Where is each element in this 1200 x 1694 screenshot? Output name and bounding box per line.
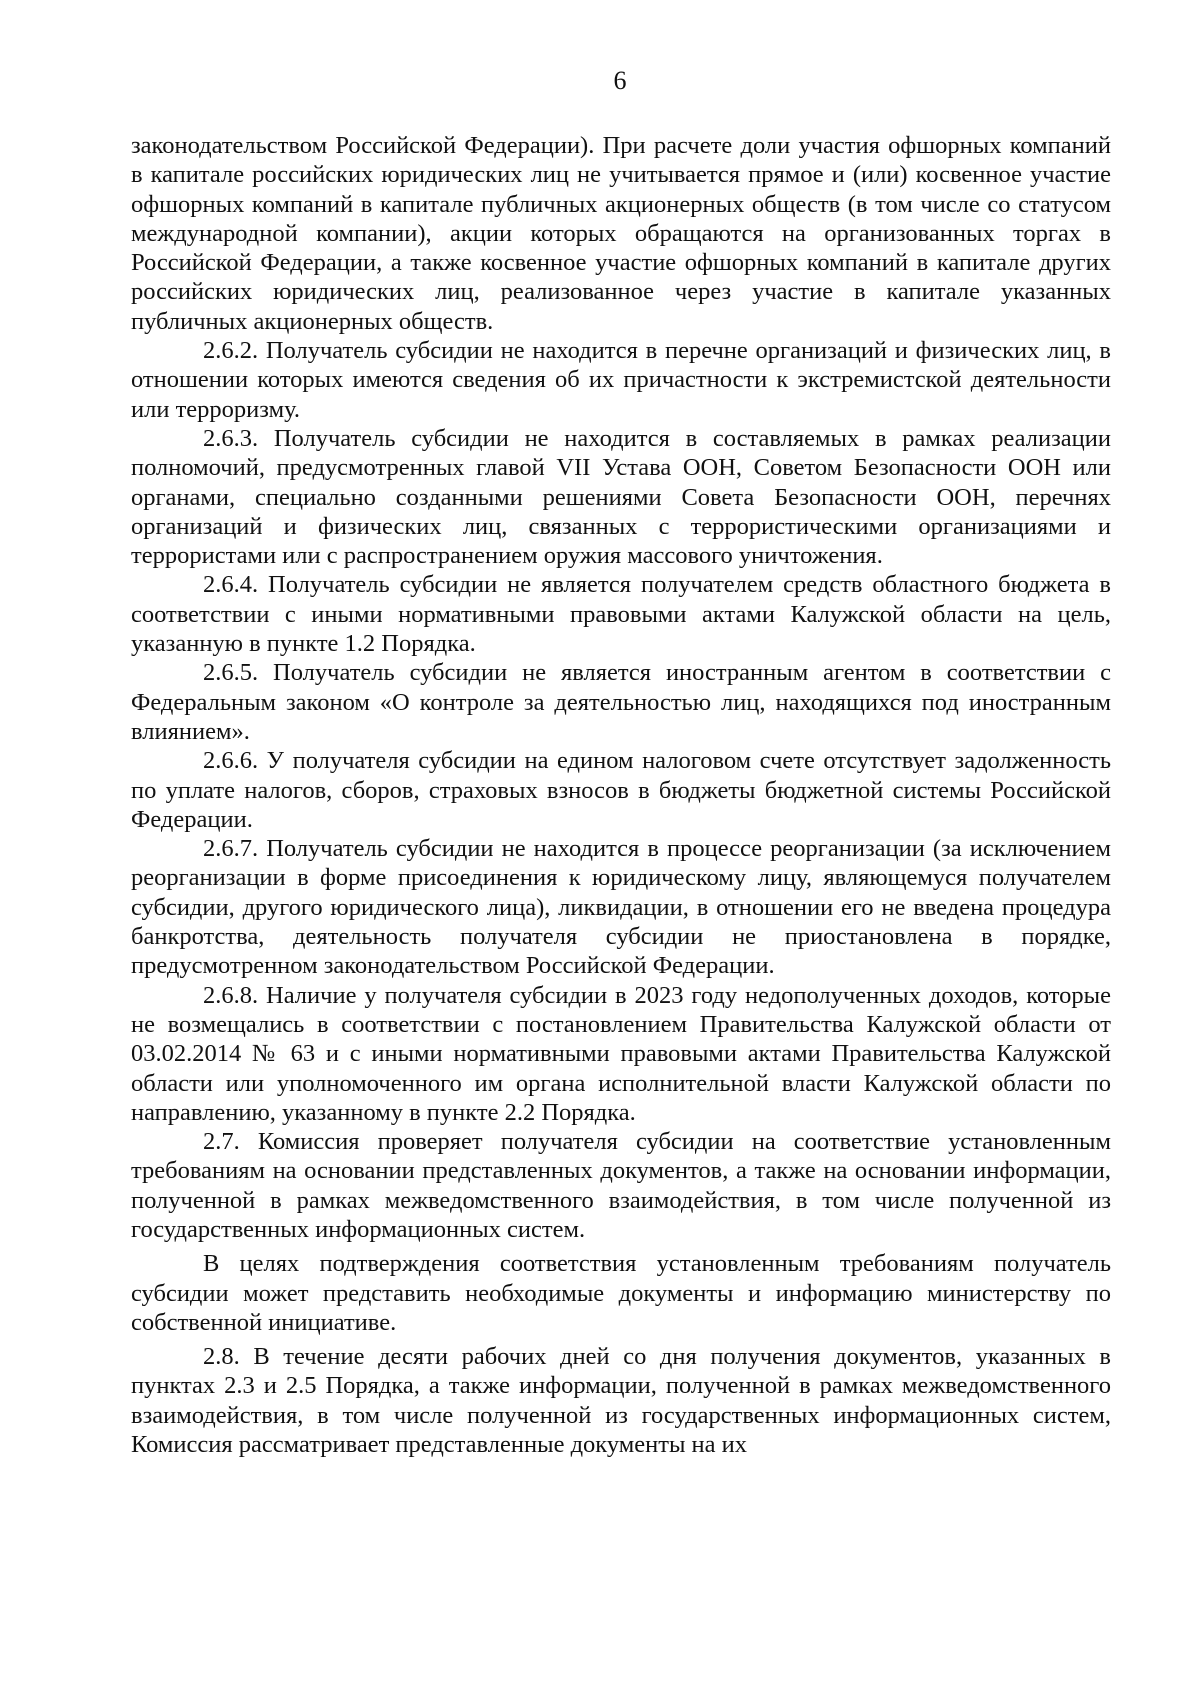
paragraph-2-6-3: 2.6.3. Получатель субсидии не находится в составляемых в рамках реализации полномочий, предусмотренных главой VII Устава ООН, Советом Безопасности ООН или органами, специально созданными решениями Совета Безопасности ООН, перечнях организаций и физических лиц, связанных с террористическими организациями и террористами или с распространением оружия массового уничтожения. [131, 424, 1111, 570]
paragraph-offshore-continuation: законодательством Российской Федерации). При расчете доли участия офшорных компаний в капитале российских юридических лиц не учитывается прямое и (или) косвенное участие офшорных компаний в капитале публичных акционерных обществ (в том числе со статусом международной компании), акции которых обращаются на организованных торгах в Российской Федерации, а также косвенное участие офшорных компаний в капитале других российских юридических лиц, реализованное через участие в капитале указанных публичных акционерных обществ. [131, 132, 1111, 335]
paragraph-2-6-4: 2.6.4. Получатель субсидии не является получателем средств областного бюджета в соответствии с иными нормативными правовыми актами Калужской области на цель, указанную в пункте 1.2 Порядка. [131, 571, 1111, 658]
document-body [131, 131, 1111, 1459]
paragraph-2-6-5: 2.6.5. Получатель субсидии не является иностранным агентом в соответствии с Федеральным законом «О контроле за деятельностью лиц, находящихся под иностранным влиянием». [131, 659, 1111, 745]
paragraph-2-6-7: 2.6.7. Получатель субсидии не находится в процессе реорганизации (за исключением реорганизации в форме присоединения к юридическому лицу, являющемуся получателем субсидии, другого юридического лица), ликвидации, в отношении его не введена процедура банкротства, деятельность получателя субсидии не приостановлена в порядке, предусмотренном законодательством Российской Федерации. [131, 835, 1111, 980]
paragraph-2-6-2: 2.6.2. Получатель субсидии не находится в перечне организаций и физических лиц, в отношении которых имеются сведения об их причастности к экстремистской деятельности или терроризму. [131, 337, 1111, 423]
paragraph-2-6-8: 2.6.8. Наличие у получателя субсидии в 2023 году недополученных доходов, которые не возмещались в соответствии с постановлением Правительства Калужской области от 03.02.2014 № 63 и с иными нормативными правовыми актами Правительства Калужской области или уполномоченного им органа исполнительной власти Калужской области по направлению, указанному в пункте 2.2 Порядка. [131, 981, 1111, 1126]
paragraph-2-7: 2.7. Комиссия проверяет получателя субсидии на соответствие установленным требованиям на основании представленных документов, а также на основании информации, полученной в рамках межведомственного взаимодействия, в том числе полученной из государственных информационных систем. [131, 1128, 1111, 1243]
paragraph-confirmation: В целях подтверждения соответствия установленным требованиям получатель субсидии может представить необходимые документы и информацию министерству по собственной инициативе. [131, 1250, 1111, 1336]
paragraph-2-8: 2.8. В течение десяти рабочих дней со дня получения документов, указанных в пунктах 2.3 и 2.5 Порядка, а также информации, полученной в рамках межведомственного взаимодействия, в том числе полученной из государственных информационных систем, Комиссия рассматривает представленные документы на их [131, 1343, 1111, 1459]
paragraph-2-6-6: 2.6.6. У получателя субсидии на едином налоговом счете отсутствует задолженность по уплате налогов, сборов, страховых взносов в бюджеты бюджетной системы Российской Федерации. [131, 747, 1111, 833]
page-number: 6 [613, 66, 627, 95]
